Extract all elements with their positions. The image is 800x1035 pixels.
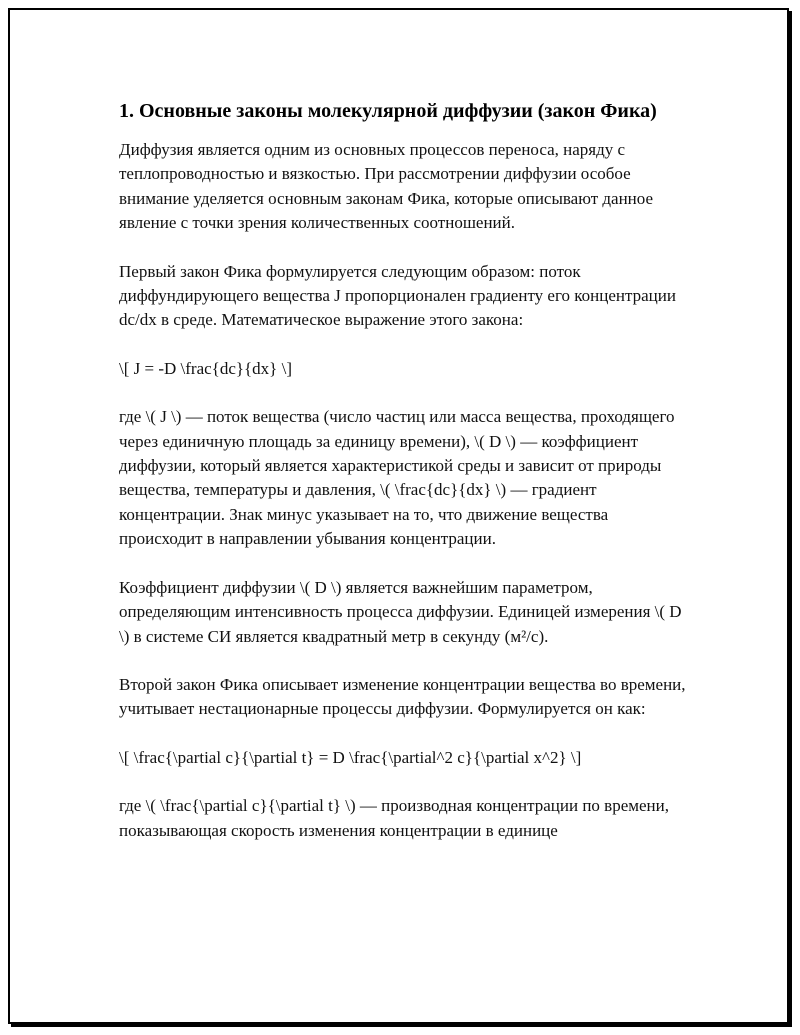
paragraph-intro: Диффузия является одним из основных процессов переноса, наряду с теплопроводностью и вязкостью. При рассмотрении диффузии особое внимание уделяется основным законам Фика, которые описывают данное явление с точки зрения количественных соотношений. <box>119 140 654 233</box>
document-content <box>119 96 691 867</box>
formula-first-law: \[ J = -D \frac{dc}{dx} \] <box>119 358 292 378</box>
paragraph-diffusion-coefficient: Коэффициент диффузии \( D \) является важнейшим параметром, определяющим интенсивность процесса диффузии. Единицей измерения \( D \) в системе СИ является квадратный метр в секунду (м²/с). <box>119 577 682 646</box>
paragraph-second-law-terms: где \( \frac{\partial c}{\partial t} \) — производная концентрации по времени, показывающая скорость изменения концентрации в единице <box>119 796 669 840</box>
document-page <box>8 8 789 1024</box>
paragraph-second-law: Второй закон Фика описывает изменение концентрации вещества во времени, учитывает нестационарные процессы диффузии. Формулируется он как: <box>119 674 686 719</box>
paragraph-first-law-terms: где \( J \) — поток вещества (число частиц или масса вещества, проходящего через единичную площадь за единицу времени), \( D \) — коэффициент диффузии, который является характеристикой среды и зависит от природы вещества, температуры и давления, \( \frac{dc}{dx} \) — градиент концентрации. Знак минус указывает на то, что движение вещества происходит в направлении убывания концентрации. <box>119 407 675 549</box>
section-heading: 1. Основные законы молекулярной диффузии (закон Фика) <box>119 100 657 122</box>
formula-second-law: \[ \frac{\partial c}{\partial t} = D \frac{\partial^2 c}{\partial x^2} \] <box>119 747 582 767</box>
paragraph-first-law: Первый закон Фика формулируется следующим образом: поток диффундирующего вещества J пропорционален градиенту его концентрации dc/dx в среде. Математическое выражение этого закона: <box>119 261 676 330</box>
